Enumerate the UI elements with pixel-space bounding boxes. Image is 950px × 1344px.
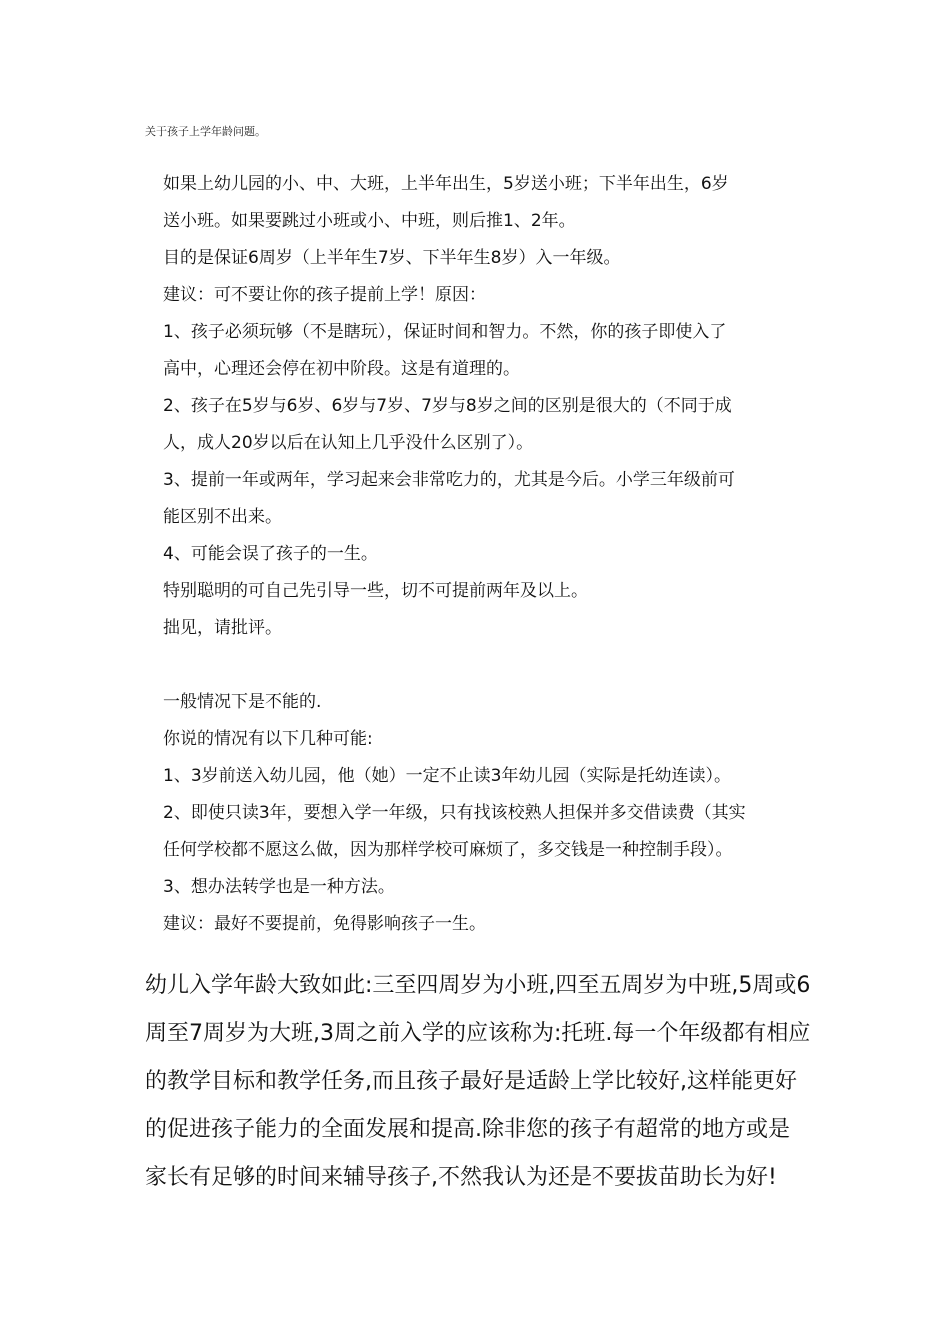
- paragraph-line: 1、孩子必须玩够（不是瞎玩），保证时间和智力。不然，你的孩子即使入了: [163, 322, 727, 342]
- paragraph-line: 家长有足够的时间来辅导孩子,不然我认为还是不要拔苗助长为好!: [145, 1165, 777, 1190]
- paragraph-line: 特别聪明的可自己先引导一些，切不可提前两年及以上。: [163, 581, 588, 601]
- paragraph-line: 2、即使只读3年，要想入学一年级，只有找该校熟人担保并多交借读费（其实: [163, 803, 746, 823]
- document-title: 关于孩子上学年龄问题。: [145, 125, 266, 138]
- paragraph-line: 的促进孩子能力的全面发展和提高.除非您的孩子有超常的地方或是: [145, 1117, 790, 1142]
- paragraph-line: 2、孩子在5岁与6岁、6岁与7岁、7岁与8岁之间的区别是很大的（不同于成: [163, 396, 732, 416]
- paragraph-line: 1、3岁前送入幼儿园，他（她）一定不止读3年幼儿园（实际是托幼连读）。: [163, 766, 731, 786]
- paragraph-line: 的教学目标和教学任务,而且孩子最好是适龄上学比较好,这样能更好: [145, 1069, 797, 1094]
- paragraph-line: 能区别不出来。: [163, 507, 282, 527]
- paragraph-line: 你说的情况有以下几种可能:: [163, 729, 373, 749]
- paragraph-line: 任何学校都不愿这么做，因为那样学校可麻烦了，多交钱是一种控制手段）。: [163, 840, 733, 860]
- paragraph-line: 目的是保证6周岁（上半年生7岁、下半年生8岁）入一年级。: [163, 248, 621, 268]
- paragraph-line: 3、提前一年或两年，学习起来会非常吃力的，尤其是今后。小学三年级前可: [163, 470, 735, 490]
- paragraph-line: 人，成人20岁以后在认知上几乎没什么区别了）。: [163, 433, 534, 453]
- answer-2: [163, 684, 823, 943]
- paragraph-line: 周至7周岁为大班,3周之前入学的应该称为:托班.每一个年级都有相应: [145, 1021, 811, 1046]
- paragraph-line: 幼儿入学年龄大致如此:三至四周岁为小班,四至五周岁为中班,5周或6: [145, 973, 811, 998]
- paragraph-line: 一般情况下是不能的.: [163, 692, 322, 712]
- paragraph-line: 如果上幼儿园的小、中、大班，上半年出生，5岁送小班；下半年出生，6岁: [163, 174, 729, 194]
- paragraph-line: 建议：可不要让你的孩子提前上学！原因：: [163, 285, 486, 305]
- answer-3: [145, 962, 845, 1202]
- paragraph-line: 建议：最好不要提前，免得影响孩子一生。: [163, 914, 486, 934]
- paragraph-line: 高中，心理还会停在初中阶段。这是有道理的。: [163, 359, 520, 379]
- paragraph-line: 4、可能会误了孩子的一生。: [163, 544, 378, 564]
- paragraph-line: 拙见，请批评。: [163, 618, 282, 638]
- paragraph-line: 3、想办法转学也是一种方法。: [163, 877, 395, 897]
- paragraph-line: 送小班。如果要跳过小班或小、中班，则后推1、2年。: [163, 211, 576, 231]
- answer-1: [163, 166, 823, 647]
